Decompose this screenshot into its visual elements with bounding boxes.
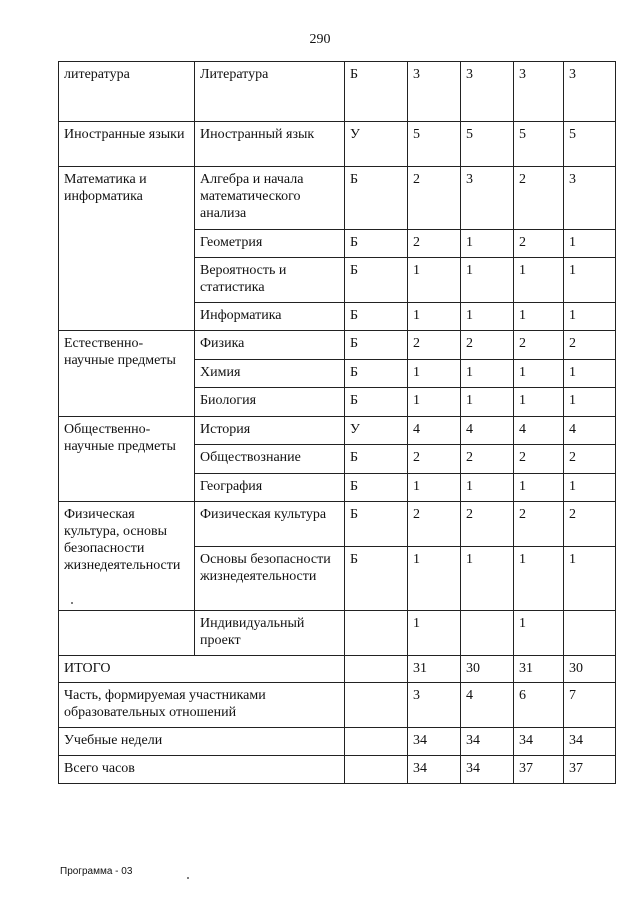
hours-cell: 2 xyxy=(514,230,564,258)
hours-cell: 3 xyxy=(564,167,616,230)
hours-cell: 34 xyxy=(461,756,514,784)
hours-cell: 2 xyxy=(564,502,616,547)
hours-cell: 3 xyxy=(461,167,514,230)
hours-cell: 2 xyxy=(514,445,564,474)
table-row xyxy=(59,62,616,122)
area-cell: Физическая культура, основы безопасности жизнедеятельности xyxy=(59,502,195,611)
hours-cell: 1 xyxy=(408,360,461,388)
hours-cell: 2 xyxy=(408,502,461,547)
area-cell xyxy=(59,611,195,656)
hours-cell: 1 xyxy=(408,474,461,502)
hours-cell: 1 xyxy=(514,388,564,417)
hours-cell: 2 xyxy=(514,167,564,230)
subject-cell: Иностранный язык xyxy=(195,122,345,167)
hours-cell: 1 xyxy=(564,388,616,417)
summary-label: Учебные недели xyxy=(59,728,345,756)
hours-cell: 3 xyxy=(461,62,514,122)
level-cell: Б xyxy=(345,167,408,230)
hours-cell: 2 xyxy=(408,230,461,258)
table-row xyxy=(59,331,616,360)
hours-cell: 1 xyxy=(564,258,616,303)
hours-cell xyxy=(461,611,514,656)
subject-cell: Биология xyxy=(195,388,345,417)
subject-cell: Химия xyxy=(195,360,345,388)
subject-cell: История xyxy=(195,417,345,445)
summary-row xyxy=(59,683,616,728)
hours-cell: 1 xyxy=(514,547,564,611)
hours-cell: 1 xyxy=(408,303,461,331)
hours-cell: 2 xyxy=(514,502,564,547)
hours-cell: 2 xyxy=(408,167,461,230)
hours-cell: 37 xyxy=(564,756,616,784)
level-cell xyxy=(345,656,408,683)
level-cell xyxy=(345,611,408,656)
scan-speck xyxy=(187,877,189,879)
summary-label: Всего часов xyxy=(59,756,345,784)
hours-cell: 31 xyxy=(408,656,461,683)
hours-cell: 3 xyxy=(408,683,461,728)
level-cell: Б xyxy=(345,258,408,303)
hours-cell: 1 xyxy=(408,388,461,417)
hours-cell: 2 xyxy=(461,445,514,474)
summary-row xyxy=(59,656,616,683)
hours-cell: 1 xyxy=(564,474,616,502)
hours-cell: 34 xyxy=(408,756,461,784)
table-row xyxy=(59,611,616,656)
level-cell xyxy=(345,728,408,756)
hours-cell: 5 xyxy=(408,122,461,167)
hours-cell: 4 xyxy=(461,417,514,445)
level-cell: Б xyxy=(345,331,408,360)
hours-cell: 1 xyxy=(461,547,514,611)
hours-cell: 6 xyxy=(514,683,564,728)
hours-cell: 2 xyxy=(514,331,564,360)
hours-cell: 1 xyxy=(461,360,514,388)
subject-cell: Информатика xyxy=(195,303,345,331)
hours-cell: 3 xyxy=(408,62,461,122)
hours-cell: 4 xyxy=(514,417,564,445)
subject-cell: Основы безопасности жизнедеятельности xyxy=(195,547,345,611)
level-cell: У xyxy=(345,417,408,445)
curriculum-table xyxy=(58,61,616,784)
hours-cell xyxy=(564,611,616,656)
hours-cell: 34 xyxy=(564,728,616,756)
level-cell xyxy=(345,683,408,728)
hours-cell: 1 xyxy=(564,303,616,331)
hours-cell: 7 xyxy=(564,683,616,728)
subject-cell: География xyxy=(195,474,345,502)
hours-cell: 1 xyxy=(514,611,564,656)
subject-cell: Физическая культура xyxy=(195,502,345,547)
hours-cell: 1 xyxy=(461,474,514,502)
table-row xyxy=(59,417,616,445)
table-row xyxy=(59,122,616,167)
subject-cell: Вероятность и статистика xyxy=(195,258,345,303)
hours-cell: 1 xyxy=(564,230,616,258)
subject-cell: Обществознание xyxy=(195,445,345,474)
hours-cell: 5 xyxy=(514,122,564,167)
hours-cell: 34 xyxy=(461,728,514,756)
area-cell: Иностранные языки xyxy=(59,122,195,167)
subject-cell: Физика xyxy=(195,331,345,360)
hours-cell: 1 xyxy=(514,360,564,388)
hours-cell: 1 xyxy=(514,474,564,502)
level-cell: У xyxy=(345,122,408,167)
summary-row xyxy=(59,756,616,784)
level-cell xyxy=(345,756,408,784)
level-cell: Б xyxy=(345,502,408,547)
hours-cell: 1 xyxy=(564,547,616,611)
level-cell: Б xyxy=(345,474,408,502)
hours-cell: 30 xyxy=(564,656,616,683)
hours-cell: 1 xyxy=(461,388,514,417)
hours-cell: 3 xyxy=(514,62,564,122)
level-cell: Б xyxy=(345,388,408,417)
area-cell: литература xyxy=(59,62,195,122)
hours-cell: 1 xyxy=(564,360,616,388)
hours-cell: 34 xyxy=(408,728,461,756)
hours-cell: 4 xyxy=(461,683,514,728)
hours-cell: 1 xyxy=(408,611,461,656)
level-cell: Б xyxy=(345,303,408,331)
area-cell: Естественно-научные предметы xyxy=(59,331,195,417)
hours-cell: 4 xyxy=(564,417,616,445)
hours-cell: 5 xyxy=(564,122,616,167)
subject-cell: Геометрия xyxy=(195,230,345,258)
hours-cell: 1 xyxy=(408,258,461,303)
hours-cell: 34 xyxy=(514,728,564,756)
subject-cell: Литература xyxy=(195,62,345,122)
hours-cell: 1 xyxy=(408,547,461,611)
hours-cell: 4 xyxy=(408,417,461,445)
area-cell: Математика и информатика xyxy=(59,167,195,331)
hours-cell: 3 xyxy=(564,62,616,122)
hours-cell: 5 xyxy=(461,122,514,167)
hours-cell: 1 xyxy=(461,258,514,303)
hours-cell: 2 xyxy=(564,445,616,474)
footer-note: Программа - 03 xyxy=(60,866,133,877)
summary-row xyxy=(59,728,616,756)
subject-cell: Алгебра и начала математического анализа xyxy=(195,167,345,230)
hours-cell: 2 xyxy=(564,331,616,360)
hours-cell: 30 xyxy=(461,656,514,683)
table-row xyxy=(59,502,616,547)
hours-cell: 1 xyxy=(514,303,564,331)
summary-label: ИТОГО xyxy=(59,656,345,683)
page-number: 290 xyxy=(309,32,331,47)
subject-cell: Индивидуальный проект xyxy=(195,611,345,656)
summary-label: Часть, формируемая участниками образовательных отношений xyxy=(59,683,345,728)
hours-cell: 2 xyxy=(408,331,461,360)
hours-cell: 37 xyxy=(514,756,564,784)
level-cell: Б xyxy=(345,445,408,474)
level-cell: Б xyxy=(345,62,408,122)
table-row xyxy=(59,167,616,230)
area-cell: Общественно-научные предметы xyxy=(59,417,195,502)
hours-cell: 1 xyxy=(514,258,564,303)
hours-cell: 2 xyxy=(408,445,461,474)
level-cell: Б xyxy=(345,360,408,388)
hours-cell: 1 xyxy=(461,303,514,331)
hours-cell: 1 xyxy=(461,230,514,258)
scan-speck xyxy=(71,602,73,604)
hours-cell: 31 xyxy=(514,656,564,683)
hours-cell: 2 xyxy=(461,502,514,547)
hours-cell: 2 xyxy=(461,331,514,360)
level-cell: Б xyxy=(345,230,408,258)
level-cell: Б xyxy=(345,547,408,611)
